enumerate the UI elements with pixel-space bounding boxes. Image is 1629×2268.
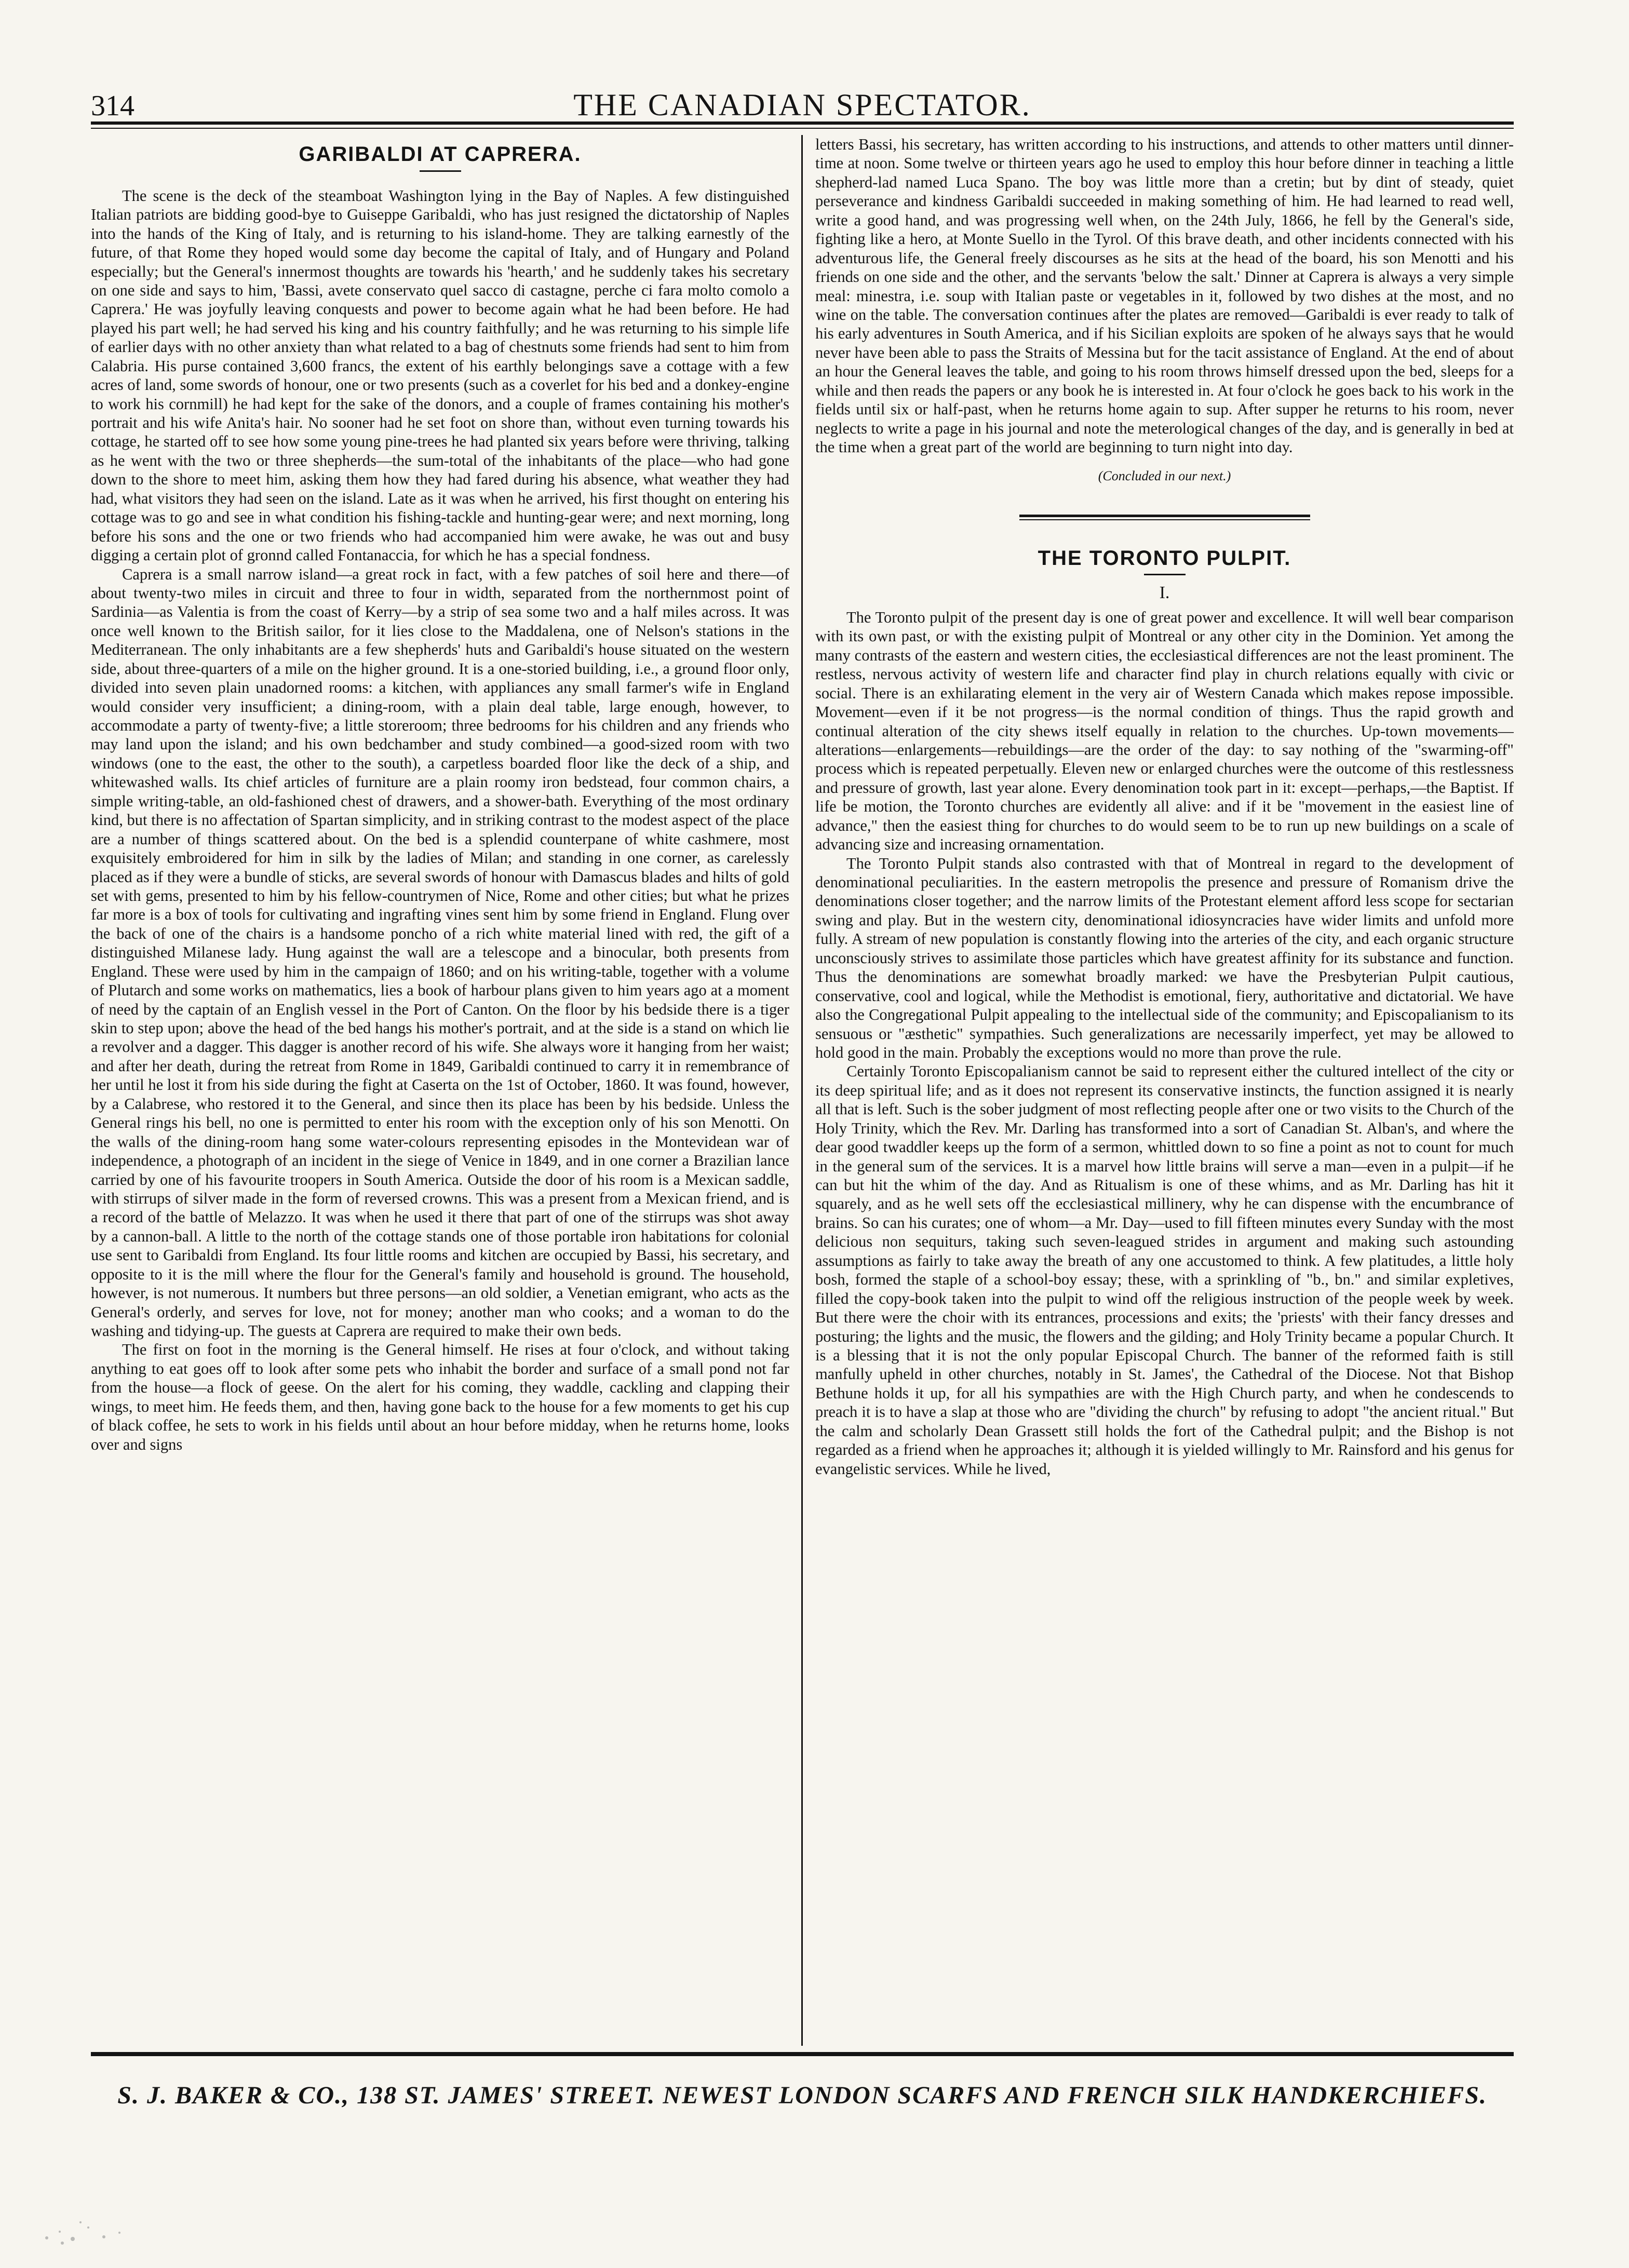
right-column (815, 135, 1514, 2046)
page-number: 314 (91, 90, 134, 122)
garibaldi-paragraph-2: Caprera is a small narrow island—a great rock in fact, with a few patches of soil here and there—of about twenty-two miles in circuit and three to four in width, separated from the northernmost point of Sardinia—as Valentia is from the coast of Kerry—by a strip of sea some two and a half miles across. It was once well known to the British sailor, for it lies close to the Maddalena, one of Nelson's stations in the Mediterranean. The only inhabitants are a few shepherds' huts and Garibaldi's house situated on the western side, about three-quarters of a mile on the higher ground. It is a one-storied building, i.e., a ground floor only, divided into seven plain unadorned rooms: a kitchen, with appliances any small farmer's wife in England would consider very insufficient; a dining-room, with a plain deal table, large enough, however, to accommodate a party of twenty-five; a little storeroom; three bedrooms for his children and any friends who may land upon the island; and his own bedchamber and study combined—a good-sized room with two windows (one to the east, the other to the south), a carpetless boarded floor like the deck of a ship, and whitewashed walls. Its chief articles of furniture are a plain roomy iron bedstead, four common chairs, a simple writing-table, an old-fashioned chest of drawers, and a shower-bath. Everything of the most ordinary kind, but there is no affectation of Spartan simplicity, and in striking contrast to the modest aspect of the place are a number of things scattered about. On the bed is a splendid counterpane of white cashmere, most exquisitely embroidered for him in silk by the ladies of Milan; and standing in one corner, as carelessly placed as if they were a bundle of sticks, are several swords of honour with Damascus blades and hilts of gold set with gems, presented to him by his fellow-countrymen of Nice, Rome and other cities; but what he prizes far more is a box of tools for cultivating and ingrafting vines sent him by some friend in England. Flung over the back of one of the chairs is a handsome poncho of a rich white material lined with red, the gift of a distinguished Milanese lady. Hung against the wall are a telescope and a binocular, both presents from England. These were used by him in the campaign of 1860; and on his writing-table, together with a volume of Plutarch and some works on mathematics, lies a book of harbour plans given to him years ago at a moment of need by the captain of an English vessel in the Port of Canton. On the floor by his bedside there is a tiger skin to step upon; above the head of the bed hangs his mother's portrait, and at the side is a stand on which lie a revolver and a dagger. This dagger is another record of his wife. She always wore it hanging from her waist; and after her death, during the retreat from Rome in 1849, Garibaldi continued to carry it in remembrance of her until he lost it from his side during the fight at Caserta on the 1st of October, 1860. It was found, however, by a Calabrese, who restored it to the General, and since then its place has been by his bedside. Unless the General rings his bell, no one is permitted to enter his room with the exception only of his son Menotti. On the walls of the dining-room hang some water-colours representing episodes in the Montevidean war of independence, a photograph of an incident in the siege of Venice in 1849, and in one corner a Brazilian lance carried by one of his favourite troopers in South America. Outside the door of his room is a Mexican saddle, with stirrups of silver made in the form of reversed crowns. This was a present from a Mexican friend, and is a record of the battle of Melazzo. It was when he used it there that part of one of the stirrups was shot away by a cannon-ball. A little to the north of the cottage stands one of those portable iron habitations for colonial use sent to Garibaldi from England. Its four little rooms and kitchen are occupied by Bassi, his secretary, and opposite to it is the mill where the flour for the General's family and household is ground. The household, however, is not numerous. It numbers but three persons—an old soldier, a Venetian emigrant, who acts as the General's orderly, and serves for love, not for money; another man who cooks; and a woman to do the washing and tidying-up. The guests at Caprera are required to make their own beds. (91, 565, 789, 1340)
header-rule-thin (91, 128, 1514, 129)
page-footer (91, 2051, 1514, 2110)
article-title-toronto-pulpit: THE TORONTO PULPIT. (1038, 546, 1291, 570)
pulpit-paragraph-2: The Toronto Pulpit stands also contrasted with that of Montreal in regard to the development of denominational peculiarities. In the eastern metropolis the presence and pressure of Romanism drive the denominations closer together; and the narrow limits of the Protestant element afford less scope for sectarian swing and play. But in the western city, denominational idiosyncracies have wider limits and unfold more fully. A stream of new population is constantly flowing into the arteries of the city, and each organic structure unconsciously strives to assimilate those particles which have greatest affinity for its substance and function. Thus the denominations are somewhat broadly marked: we have the Presbyterian Pulpit cautious, conservative, cool and logical, while the Methodist is emotional, fiery, authoritative and dictatorial. We have also the Congregational Pulpit appealing to the intellectual side of the community; and Episcopalianism to its sensuous or "æsthetic" sympathies. Such generalizations are necessarily imperfect, yet may be allowed to hold good in the main. Probably the exceptions would no more than prove the rule. (815, 854, 1514, 1061)
title-dash (420, 170, 461, 172)
print-smudge (31, 2207, 166, 2248)
left-column (91, 135, 789, 2046)
footer-rule-thin (91, 2055, 1514, 2056)
section-rule (1019, 515, 1310, 517)
concluded-note: (Concluded in our next.) (1098, 468, 1231, 484)
publication-title: THE CANADIAN SPECTATOR. (573, 88, 1031, 122)
article-columns (91, 135, 1514, 2046)
section-numeral: I. (1159, 583, 1170, 603)
pulpit-paragraph-1: The Toronto pulpit of the present day is one of great power and excellence. It will well bear comparison with its own past, or with the existing pulpit of Montreal or any other city in the Dominion. Yet among the many contrasts of the eastern and western cities, the ecclesiastical differences are not the least prominent. The restless, nervous activity of western life and character find play in church relations equally with civic or social. There is an exhilarating element in the very air of Western Canada which makes repose impossible. Movement—even if it be not progress—is the normal condition of things. Thus the rapid growth and continual alteration of the city shews itself equally in relation to the churches. Up-town movements—alterations—enlargements—rebuildings—are the order of the day: to say nothing of the "swarming-off" process which is repeated perpetually. Eleven new or enlarged churches were the outcome of this restlessness and pressure of growth, last year alone. Every denomination took part in it: except—perhaps,—the Baptist. If life be motion, the Toronto churches are evidently all alive: and if it be "movement in the easiest line of advance," then the easiest thing for churches to do would seem to be to run up new buildings on a scale of advancing size and increasing ornamentation. (815, 608, 1514, 854)
column-divider (801, 135, 803, 2046)
title-dash (1144, 574, 1186, 575)
section-rule-thin (1019, 519, 1310, 520)
page-header (91, 83, 1514, 120)
garibaldi-continuation: letters Bassi, his secretary, has written according to his instructions, and attends to other matters until dinner-time at noon. Some twelve or thirteen years ago he used to employ this hour before dinner in teaching a little shepherd-lad named Luca Spano. The boy was little more than a cretin; but by dint of steady, quiet perseverance and kindness Garibaldi succeeded in making something of him. He had learned to read well, write a good hand, and was progressing well when, on the 24th July, 1866, he fell by the General's side, fighting like a hero, at Monte Suello in the Tyrol. Of this brave death, and other incidents connected with his adventurous life, the General freely discourses as he sits at the head of the board, his son Menotti and his friends on one side and the other, and the servants 'below the salt.' Dinner at Caprera is always a very simple meal: minestra, i.e. soup with Italian paste or vegetables in it, followed by two dishes at the most, and no wine on the table. The conversation continues after the plates are removed—Garibaldi is ever ready to talk of his early adventures in South America, and if his Sicilian exploits are spoken of he always says that he would never have been able to pass the Straits of Messina but for the tacit assistance of England. At the end of about an hour the General leaves the table, and going to his room throws himself dressed upon the bed, sleeps for a while and then reads the papers or any book he is interested in. At four o'clock he goes back to his work in the fields until six or half-past, when he returns home again to sup. After supper he returns to his room, never neglects to write a page in his journal and note the meterological changes of the day, and is generally in bed at the time when a great part of the world are beginning to turn night into day. (815, 136, 1514, 456)
article-title-garibaldi: GARIBALDI AT CAPRERA. (299, 143, 582, 166)
pulpit-paragraph-3: Certainly Toronto Episcopalianism cannot be said to represent either the cultured intellect of the city or its deep spiritual life; and as it does not represent its conservative instincts, the function assigned it is nearly all that is left. Such is the sober judgment of most reflecting people after one or two visits to the Church of the Holy Trinity, which the Rev. Mr. Darling has transformed into a sort of Canadian St. Alban's, and where the dear good twaddler keeps up the form of a sermon, whittled down to so fine a point as not to count for much in the general sum of the services. It is a marvel how little brains will serve a man—even in a pulpit—if he can but hit the whim of the day. And as Ritualism is one of these whims, and as Mr. Darling has hit it squarely, and as he well sets off the ecclesiastical millinery, why he can dispense with the encumbrance of brains. So can his curates; one of whom—a Mr. Day—used to fill fifteen minutes every Sunday with the most delicious non sequiturs, taking such seven-leagued strides in argument and making such astounding assumptions as fairly to take away the breath of any one accustomed to think. A few platitudes, a little holy bosh, formed the staple of a school-boy essay; these, with a sprinkling of "b., bn." and similar expletives, filled the copy-book taken into the pulpit to wind off the religious instruction of the people week by week. But there were the choir with its entrances, processions and exits; the 'priests' with their fancy dresses and posturing; the lights and the music, the flowers and the gilding; and Holy Trinity became a popular Church. It is a blessing that it is not the only popular Episcopal Church. The banner of the reformed faith is still manfully upheld in other churches, notably in St. James', the Cathedral of the Diocese. Not that Bishop Bethune holds it up, for all his sympathies are with the High Church party, and when he condescends to preach it is to have a slap at those who are "dividing the church" by refusing to adopt "the ancient ritual." But the calm and scholarly Dean Grassett still holds the fort of the Cathedral pulpit; and the Bishop is not regarded as a friend when he approaches it; although it is yielded willingly to Mr. Rainsford and his genus for evangelistic services. While he lived, (815, 1062, 1514, 1478)
footer-advertisement: S. J. BAKER & CO., 138 ST. JAMES' STREET. NEWEST LONDON SCARFS AND FRENCH SILK HANDKERCHIEFS. (117, 2082, 1487, 2109)
newspaper-page (91, 83, 1514, 2160)
garibaldi-paragraph-1: The scene is the deck of the steamboat Washington lying in the Bay of Naples. A few distinguished Italian patriots are bidding good-bye to Guiseppe Garibaldi, who has just resigned the dictatorship of Naples into the hands of the King of Italy, and is returning to his island-home. They are talking earnestly of the future, of that Rome they hoped would some day become the capital of Italy, and of Hungary and Poland especially; but the General's innermost thoughts are towards his 'hearth,' and he suddenly takes his secretary on one side and says to him, 'Bassi, avete conservato quel sacco di castagne, perche ci fara molto comolo a Caprera.' He was joyfully leaving conquests and power to become again what he had been before. He had played his part well; he had served his king and his country faithfully; and he was returning to his simple life of earlier days with no other anxiety than what related to a bag of chestnuts some friends had sent to him from Calabria. His purse contained 3,600 francs, the extent of his earthly belongings save a cottage with a few acres of land, some swords of honour, one or two presents (such as a coverlet for his bed and a donkey-engine to work his cornmill) he had kept for the sake of the donors, and a couple of frames containing his mother's portrait and his wife Anita's hair. No sooner had he set foot on shore than, without even turning towards his cottage, he started off to see how some young pine-trees he had planted six years before were thriving, talking as he went with the two or three shepherds—the sum-total of the inhabitants of the place—who had gone down to the shore to meet him, asking them how they had fared during his absence, what weather they had had, what visitors they had seen on the island. Late as it was when he arrived, his first thought on entering his cottage was to go and see in what condition his fishing-tackle and hunting-gear were; and next morning, long before his sons and the one or two friends who had accompanied him were awake, he was out and busy digging a certain plot of gronnd called Fontanaccia, for which he has a special fondness. (91, 186, 789, 564)
garibaldi-paragraph-3: The first on foot in the morning is the General himself. He rises at four o'clock, and without taking anything to eat goes off to look after some pets who inhabit the border and surface of a small pond not far from the house—a flock of geese. On the alert for his coming, they waddle, cackling and clapping their wings, to meet him. He feeds them, and then, having gone back to the house for a few moments to get his cup of black coffee, he sets to work in his fields until about an hour before midday, when he returns home, looks over and signs (91, 1341, 789, 1453)
